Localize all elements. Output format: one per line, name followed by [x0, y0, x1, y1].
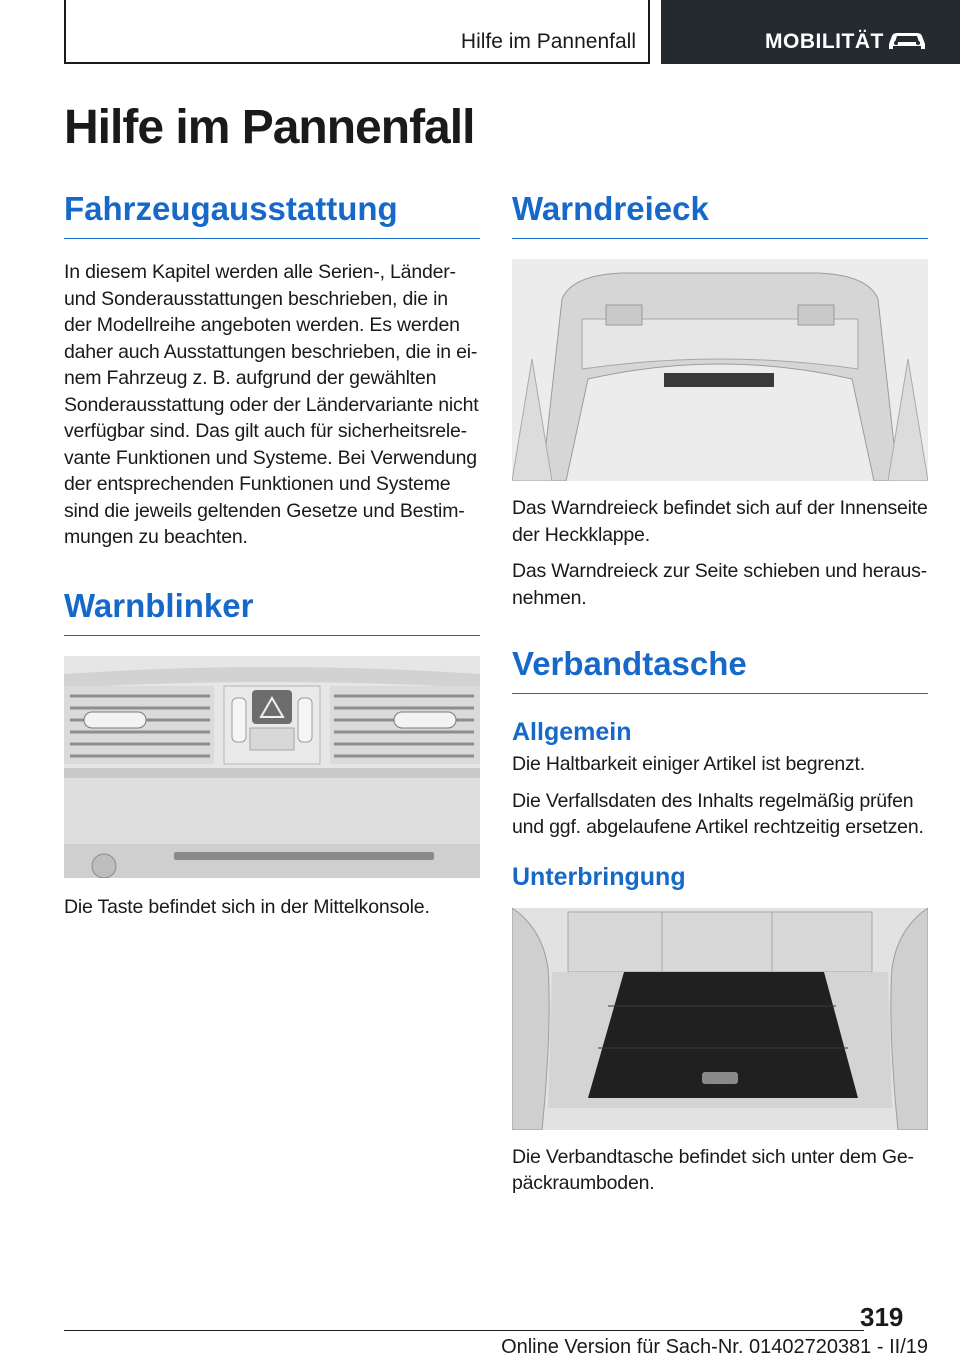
text-line: Das Warndreieck zur Seite schieben und heraus-	[512, 560, 927, 582]
caption-unterbringung	[512, 1144, 928, 1197]
page-number: 319	[860, 1302, 904, 1332]
text-line: der entsprechenden Funktionen und Systeme	[64, 473, 451, 495]
text-line: In diesem Kapitel werden alle Serien-, Länder-	[64, 261, 456, 283]
heading-fahrzeugausstattung: Fahrzeugausstattung	[64, 190, 480, 239]
figure-unterbringung	[512, 908, 928, 1130]
footer-rule	[64, 1330, 864, 1331]
car-icon	[885, 28, 929, 52]
figure-warnblinker	[64, 656, 480, 878]
heading-warnblinker: Warnblinker	[64, 587, 480, 636]
paragraph-warndreieck-2	[512, 558, 928, 611]
text-line: der Heckklappe.	[512, 523, 650, 546]
trunk-floor-illustration	[512, 908, 928, 1130]
paragraph-allgemein-1: Die Haltbarkeit einiger Artikel ist begrenzt.	[512, 753, 865, 775]
text-line: mungen zu beachten.	[64, 526, 248, 548]
text-line: vante Funktionen und Systeme. Bei Verwendung	[64, 446, 477, 469]
header-chapter-tab[interactable]	[661, 0, 960, 64]
header-chapter-label: MOBILITÄT	[765, 30, 884, 53]
paragraph-fahrzeugausstattung	[64, 259, 480, 551]
heading-warndreieck: Warndreieck	[512, 190, 928, 239]
text-line: päckraumboden.	[512, 1172, 655, 1194]
header-section-title: Hilfe im Pannenfall	[460, 30, 636, 53]
heading-unterbringung: Unterbringung	[512, 862, 686, 891]
hazard-console-illustration	[64, 656, 480, 878]
page-title: Hilfe im Pannenfall	[64, 101, 475, 154]
text-line: der Modellreihe angeboten werden. Es werden	[64, 314, 460, 336]
text-line: nehmen.	[512, 586, 587, 609]
text-line: und ggf. abgelaufene Artikel rechtzeitig ersetzen.	[512, 816, 924, 838]
text-line: verfügbar sind. Das gilt auch für sicherheitsrele-	[64, 420, 467, 442]
text-line: Das Warndreieck befindet sich auf der Innenseite	[512, 497, 928, 519]
footer-online-version: Online Version für Sach-Nr. 01402720381 - II/19	[501, 1336, 928, 1358]
text-line: daher auch Ausstattungen beschrieben, die in ei-	[64, 340, 478, 363]
left-column	[64, 190, 480, 920]
text-line: und Sonderausstattungen beschrieben, die in	[64, 287, 448, 310]
text-line: Die Verfallsdaten des Inhalts regelmäßig prüfen	[512, 789, 914, 812]
text-line: Die Verbandtasche befindet sich unter dem Ge-	[512, 1145, 914, 1168]
heading-allgemein: Allgemein	[512, 718, 632, 746]
caption-warnblinker: Die Taste befindet sich in der Mittelkonsole.	[64, 895, 430, 918]
right-column	[512, 190, 928, 1197]
paragraph-warndreieck-1	[512, 495, 928, 548]
paragraph-allgemein-2	[512, 788, 928, 841]
figure-warndreieck	[512, 259, 928, 481]
text-line: nem Fahrzeug z. B. aufgrund der gewählten	[64, 367, 437, 389]
text-line: sind die jeweils geltenden Gesetze und Bestim-	[64, 499, 465, 522]
heading-verbandtasche: Verbandtasche	[512, 645, 928, 694]
text-line: Sonderausstattung oder der Ländervariante nicht	[64, 393, 479, 416]
tailgate-illustration	[512, 259, 928, 481]
